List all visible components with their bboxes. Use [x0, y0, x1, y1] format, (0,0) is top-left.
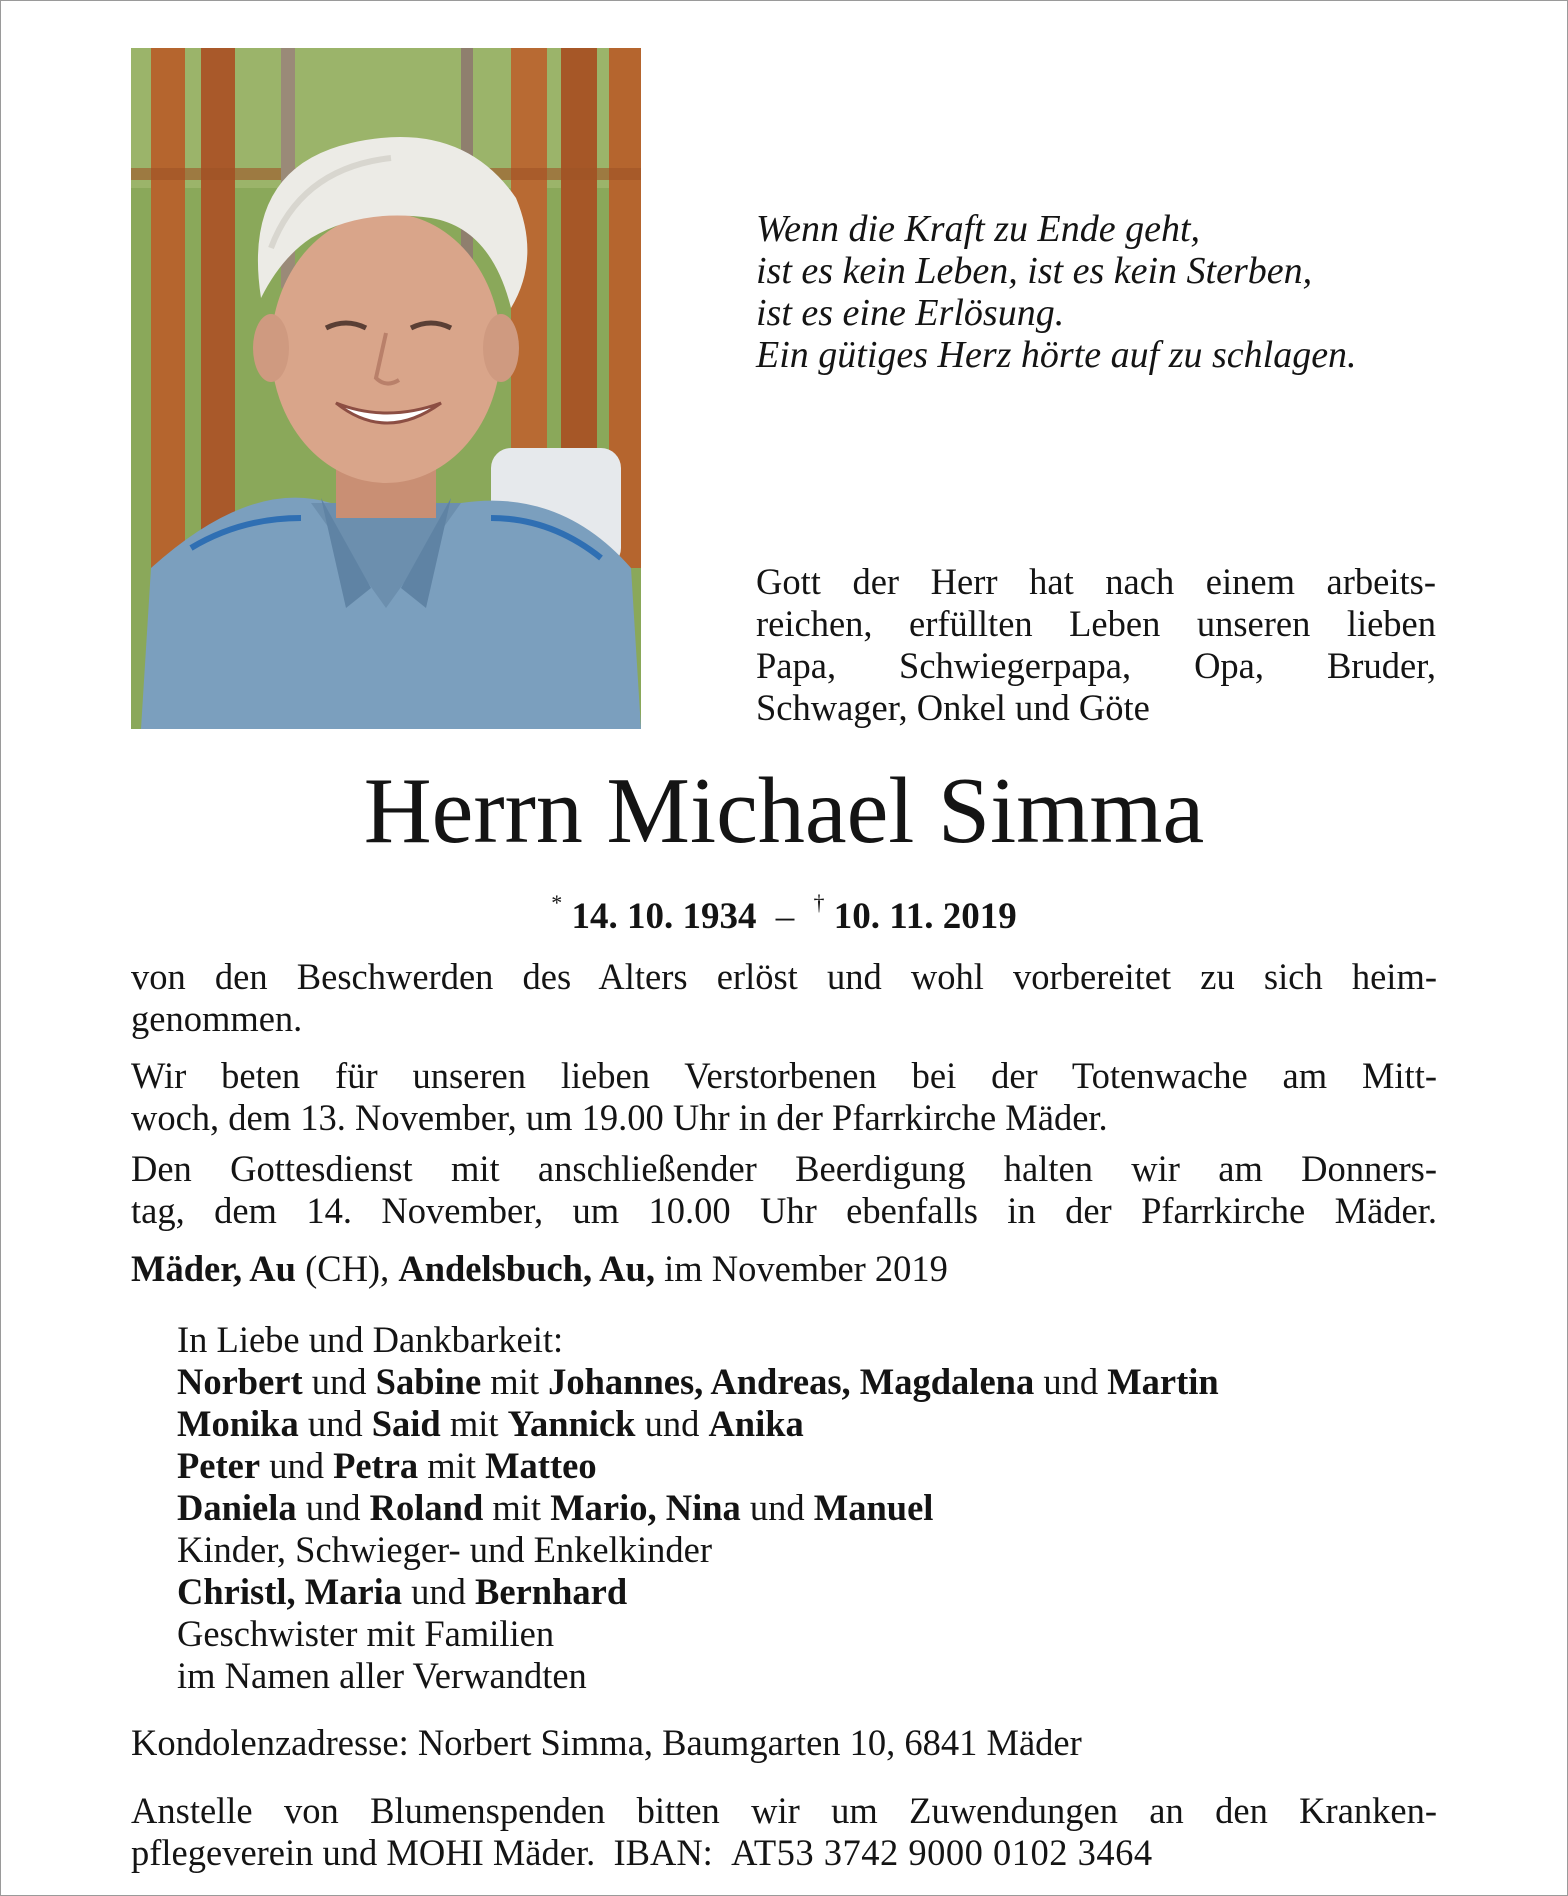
- paragraph-line: Wir beten für unseren lieben Verstorbenen bei der Totenwache am Mitt-: [131, 1055, 1437, 1096]
- portrait-photo: [131, 48, 641, 729]
- donation-request: [131, 1790, 1437, 1874]
- paragraph-line: tag, dem 14. November, um 10.00 Uhr ebenfalls in der Pfarrkirche Mäder.: [131, 1190, 1437, 1231]
- intro-line: Schwager, Onkel und Göte: [756, 687, 1150, 728]
- paragraph-funeral: [131, 1148, 1437, 1232]
- death-date: 10. 11. 2019: [833, 896, 1017, 937]
- iban-label: IBAN:: [613, 1832, 713, 1873]
- mourners-list: [177, 1319, 1477, 1697]
- paragraph-line: genommen.: [131, 998, 303, 1039]
- announcement-date: im November 2019: [664, 1248, 948, 1289]
- memorial-poem: [756, 208, 1516, 376]
- paragraph-passing: [131, 956, 1437, 1040]
- mourners-intro: In Liebe und Dankbarkeit:: [177, 1319, 564, 1360]
- mourners-note: Geschwister mit Familien: [177, 1613, 555, 1654]
- paragraph-line: woch, dem 13. November, um 19.00 Uhr in der Pfarrkirche Mäder.: [131, 1097, 1108, 1138]
- poem-line: Ein gütiges Herz hörte auf zu schlagen.: [756, 334, 1357, 376]
- paragraph-line: Den Gottesdienst mit anschließender Beerdigung halten wir am Donners-: [131, 1148, 1437, 1189]
- condolence-address: Kondolenzadresse: Norbert Simma, Baumgarten 10, 6841 Mäder: [131, 1722, 1082, 1763]
- life-dates: [1, 881, 1567, 939]
- place-note: (CH),: [305, 1248, 390, 1289]
- donation-line: Anstelle von Blumenspenden bitten wir um Zuwendungen an den Kranken-: [131, 1790, 1437, 1831]
- date-separator: –: [775, 896, 795, 937]
- announcement-intro: [756, 561, 1436, 729]
- mourners-note: im Namen aller Verwandten: [177, 1655, 587, 1696]
- intro-line: Gott der Herr hat nach einem arbeits-: [756, 561, 1436, 602]
- mourners-line: Daniela und Roland mit Mario, Nina und Manuel: [177, 1487, 934, 1528]
- death-symbol: †: [813, 890, 825, 915]
- birth-symbol: *: [551, 890, 563, 915]
- mourners-note: Kinder, Schwieger- und Enkelkinder: [177, 1529, 713, 1570]
- intro-line: Papa, Schwiegerpapa, Opa, Bruder,: [756, 645, 1436, 686]
- poem-line: Wenn die Kraft zu Ende geht,: [756, 208, 1200, 250]
- portrait-illustration: [131, 48, 641, 729]
- intro-line: reichen, erfüllten Leben unseren lieben: [756, 603, 1436, 644]
- mourners-line: Peter und Petra mit Matteo: [177, 1445, 597, 1486]
- donation-text: pflegeverein und MOHI Mäder.: [131, 1832, 596, 1873]
- poem-line: ist es kein Leben, ist es kein Sterben,: [756, 250, 1313, 292]
- paragraph-line: von den Beschwerden des Alters erlöst und wohl vorbereitet zu sich heim-: [131, 956, 1437, 997]
- paragraph-wake: [131, 1055, 1437, 1139]
- place-and-date: [131, 1248, 1437, 1290]
- place-name: Mäder, Au: [131, 1248, 296, 1289]
- donation-line: [131, 1832, 1437, 1874]
- birth-date: 14. 10. 1934: [571, 896, 757, 937]
- iban-number: AT53 3742 9000 0102 3464: [731, 1832, 1153, 1873]
- mourners-line: Norbert und Sabine mit Johannes, Andreas, Magdalena und Martin: [177, 1361, 1219, 1402]
- deceased-name: Herrn Michael Simma: [363, 759, 1205, 863]
- poem-line: ist es eine Erlösung.: [756, 292, 1065, 334]
- mourners-line: Monika und Said mit Yannick und Anika: [177, 1403, 804, 1444]
- mourners-line: Christl, Maria und Bernhard: [177, 1571, 628, 1612]
- place-name: Andelsbuch, Au,: [398, 1248, 655, 1289]
